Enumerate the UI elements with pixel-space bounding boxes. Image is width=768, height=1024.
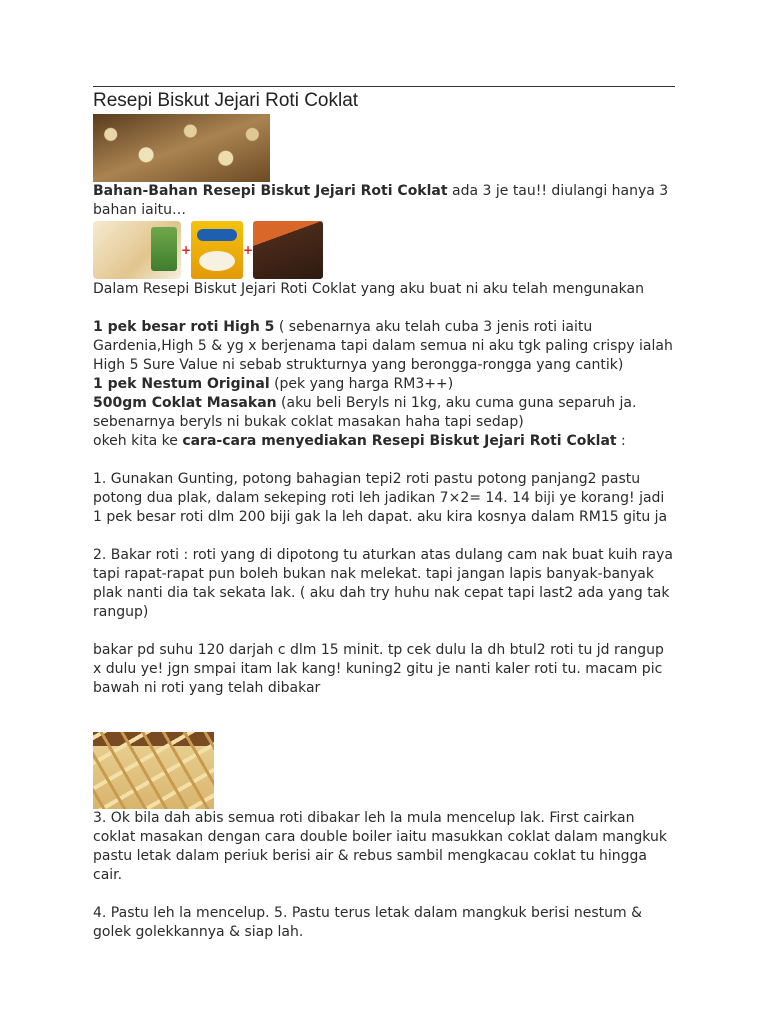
method-intro-pre: okeh kita ke [93, 433, 183, 449]
nestum-image [191, 221, 243, 279]
ingredient-note: (aku beli Beryls ni 1kg, aku cuma guna separuh ja. sebenarnya beryls ni bukak coklat masakan haha tapi sedap) [93, 395, 637, 430]
baked-bread-photo [93, 732, 214, 809]
ingredient-note: ( sebenarnya aku telah cuba 3 jenis roti iaitu Gardenia,High 5 & yg x berjenama tapi dalam semua ni aku tgk paling crispy ialah High 5 Sure Value ni sebab strukturnya yang berongga-rongga yang cantik) [93, 319, 673, 373]
step-2-baking: bakar pd suhu 120 darjah c dlm 15 minit. tp cek dulu la dh btul2 roti tu jd rangup x dulu ye! jgn smpai itam lak kang! kuning2 gitu je nanti kaler roti tu. macam pic bawah ni roti yang telah dibakar [93, 642, 664, 696]
step-4-5: 4. Pastu leh la mencelup. 5. Pastu terus letak dalam mangkuk berisi nestum & golek golekkannya & siap lah. [93, 905, 642, 940]
ingredient-name: 500gm Coklat Masakan [93, 395, 277, 411]
biscuit-photo [93, 114, 270, 182]
plus-icon: + [243, 243, 254, 257]
article [93, 86, 675, 942]
step-3: 3. Ok bila dah abis semua roti dibakar leh la mula mencelup lak. First cairkan coklat masakan dengan cara double boiler iaitu masukkan coklat dalam mangkuk pastu letak dalam periuk berisi air & rebus sambil mengkacau coklat tu hingga cair. [93, 810, 667, 883]
chocolate-image [253, 221, 323, 279]
ingredients-photo [93, 220, 323, 280]
plus-icon: + [181, 243, 192, 257]
ingredient-name: 1 pek besar roti High 5 [93, 319, 275, 335]
ingredient-name: 1 pek Nestum Original [93, 376, 270, 392]
intro-bold: Bahan-Bahan Resepi Biskut Jejari Roti Coklat [93, 183, 448, 199]
ingredient-item [93, 394, 675, 432]
ingredient-note: (pek yang harga RM3++) [269, 376, 454, 392]
using-line: Dalam Resepi Biskut Jejari Roti Coklat yang aku buat ni aku telah mengunakan [93, 281, 644, 297]
method-intro-post: : [616, 433, 626, 449]
method-intro [93, 432, 675, 451]
step-1: 1. Gunakan Gunting, potong bahagian tepi2 roti pastu potong panjang2 pastu potong dua plak, dalam sekeping roti leh jadikan 7×2= 14. 14 biji ye korang! jadi 1 pek besar roti dlm 200 biji gak la leh dapat. aku kira kosnya dalam RM15 gitu ja [93, 471, 668, 525]
intro-rest: ada 3 je tau!! diulangi hanya 3 bahan iaitu… [93, 183, 669, 218]
top-divider [93, 86, 675, 87]
step-2: 2. Bakar roti : roti yang di dipotong tu aturkan atas dulang cam nak buat kuih raya tapi rapat-rapat pun boleh bukan nak melekat. tapi jangan lapis banyak-banyak plak nanti dia tak sekata lak. ( aku dah try huhu nak cepat tapi last2 ada yang tak rangup) [93, 547, 674, 620]
bread-image [93, 221, 181, 279]
intro-paragraph [93, 182, 675, 220]
method-intro-bold: cara-cara menyediakan Resepi Biskut Jejari Roti Coklat [182, 433, 617, 449]
ingredient-item [93, 318, 675, 375]
page-title: Resepi Biskut Jejari Roti Coklat [93, 90, 359, 111]
ingredient-item [93, 375, 675, 394]
